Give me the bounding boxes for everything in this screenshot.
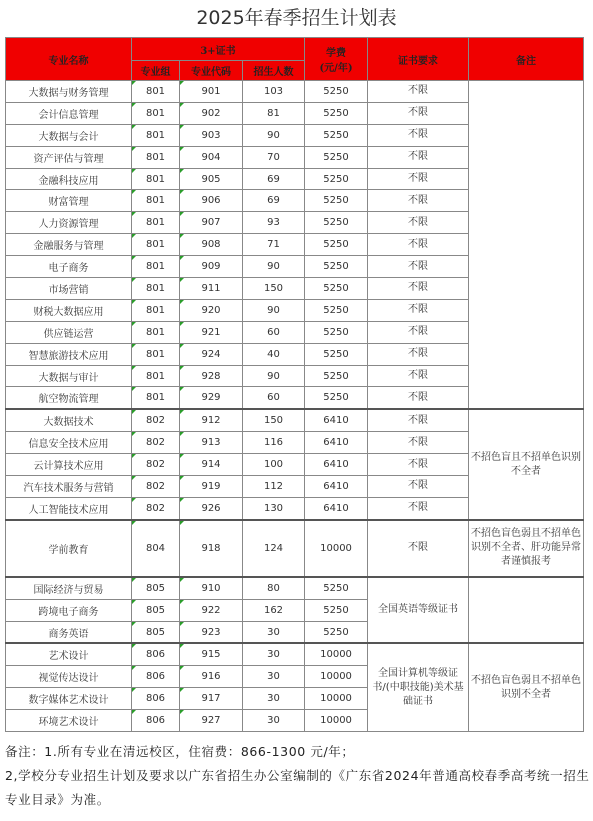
enrollment-cell: 30 bbox=[243, 621, 305, 643]
major-code-cell: 911 bbox=[180, 278, 243, 300]
tuition-cell: 5250 bbox=[305, 299, 368, 321]
major-name-cell: 电子商务 bbox=[6, 256, 132, 278]
tuition-cell: 5250 bbox=[305, 234, 368, 256]
header-major-code: 专业代码 bbox=[180, 61, 243, 81]
cert-req-cell: 不限 bbox=[368, 168, 469, 190]
header-cert-req: 证书要求 bbox=[368, 38, 469, 81]
tuition-cell: 5250 bbox=[305, 81, 368, 103]
major-name-cell: 环境艺术设计 bbox=[6, 710, 132, 732]
footer-notes bbox=[5, 740, 590, 812]
cert-req-cell: 不限 bbox=[368, 321, 469, 343]
cert-req-cell: 全国英语等级证书 bbox=[368, 577, 469, 644]
tuition-cell: 10000 bbox=[305, 688, 368, 710]
major-name-cell: 金融科技应用 bbox=[6, 168, 132, 190]
enrollment-cell: 90 bbox=[243, 256, 305, 278]
header-enrollment: 招生人数 bbox=[243, 61, 305, 81]
footer-line-1: 备注：1.所有专业在清远校区，住宿费：866-1300 元/年； bbox=[5, 744, 355, 759]
major-code-cell: 912 bbox=[180, 409, 243, 431]
enrollment-cell: 112 bbox=[243, 476, 305, 498]
major-group-cell: 801 bbox=[132, 234, 180, 256]
enrollment-cell: 40 bbox=[243, 343, 305, 365]
enrollment-cell: 90 bbox=[243, 124, 305, 146]
header-major-name: 专业名称 bbox=[6, 38, 132, 81]
enrollment-cell: 30 bbox=[243, 688, 305, 710]
major-name-cell: 财税大数据应用 bbox=[6, 299, 132, 321]
major-code-cell: 902 bbox=[180, 102, 243, 124]
footer-line-2: 2,学校分专业招生计划及要求以广东省招生办公室编制的《广东省2024年普通高校春季高考统一招生专业目录》为准。 bbox=[5, 768, 590, 807]
major-code-cell: 926 bbox=[180, 497, 243, 519]
major-group-cell: 802 bbox=[132, 497, 180, 519]
enrollment-cell: 69 bbox=[243, 168, 305, 190]
major-name-cell: 市场营销 bbox=[6, 278, 132, 300]
major-name-cell: 供应链运营 bbox=[6, 321, 132, 343]
tuition-cell: 5250 bbox=[305, 124, 368, 146]
major-group-cell: 802 bbox=[132, 454, 180, 476]
major-name-cell: 会计信息管理 bbox=[6, 102, 132, 124]
cert-req-cell: 不限 bbox=[368, 234, 469, 256]
major-code-cell: 910 bbox=[180, 577, 243, 599]
remarks-cell: 不招色盲色弱且不招单色识别不全者、肝功能异常者谨慎报考 bbox=[469, 520, 584, 577]
major-name-cell: 航空物流管理 bbox=[6, 387, 132, 409]
major-name-cell: 跨境电子商务 bbox=[6, 599, 132, 621]
enrollment-cell: 30 bbox=[243, 643, 305, 665]
cert-req-cell: 不限 bbox=[368, 278, 469, 300]
major-group-cell: 802 bbox=[132, 409, 180, 431]
major-group-cell: 801 bbox=[132, 190, 180, 212]
major-code-cell: 918 bbox=[180, 520, 243, 577]
table-row bbox=[6, 577, 584, 599]
tuition-cell: 6410 bbox=[305, 432, 368, 454]
header-tuition-unit: (元/年) bbox=[319, 63, 353, 74]
tuition-cell: 5250 bbox=[305, 212, 368, 234]
remarks-cell bbox=[469, 577, 584, 644]
cert-req-cell: 不限 bbox=[368, 212, 469, 234]
major-group-cell: 801 bbox=[132, 278, 180, 300]
major-group-cell: 801 bbox=[132, 212, 180, 234]
major-name-cell: 人力资源管理 bbox=[6, 212, 132, 234]
tuition-cell: 5250 bbox=[305, 168, 368, 190]
major-code-cell: 904 bbox=[180, 146, 243, 168]
table-row bbox=[6, 643, 584, 665]
enrollment-cell: 69 bbox=[243, 190, 305, 212]
enrollment-plan-table bbox=[5, 37, 584, 732]
tuition-cell: 5250 bbox=[305, 190, 368, 212]
tuition-cell: 5250 bbox=[305, 102, 368, 124]
table-row bbox=[6, 81, 584, 103]
major-name-cell: 智慧旅游技术应用 bbox=[6, 343, 132, 365]
major-group-cell: 801 bbox=[132, 146, 180, 168]
major-group-cell: 801 bbox=[132, 168, 180, 190]
major-group-cell: 801 bbox=[132, 124, 180, 146]
major-group-cell: 806 bbox=[132, 643, 180, 665]
major-code-cell: 916 bbox=[180, 666, 243, 688]
major-group-cell: 806 bbox=[132, 666, 180, 688]
major-group-cell: 801 bbox=[132, 299, 180, 321]
enrollment-cell: 90 bbox=[243, 365, 305, 387]
enrollment-cell: 30 bbox=[243, 710, 305, 732]
major-name-cell: 大数据与审计 bbox=[6, 365, 132, 387]
major-group-cell: 801 bbox=[132, 256, 180, 278]
page-title: 2025年春季招生计划表 bbox=[196, 7, 397, 29]
major-name-cell: 汽车技术服务与营销 bbox=[6, 476, 132, 498]
major-code-cell: 913 bbox=[180, 432, 243, 454]
major-code-cell: 927 bbox=[180, 710, 243, 732]
enrollment-cell: 124 bbox=[243, 520, 305, 577]
major-name-cell: 大数据与会计 bbox=[6, 124, 132, 146]
major-group-cell: 801 bbox=[132, 387, 180, 409]
major-name-cell: 信息安全技术应用 bbox=[6, 432, 132, 454]
table-body bbox=[6, 81, 584, 732]
cert-req-cell: 不限 bbox=[368, 102, 469, 124]
major-code-cell: 907 bbox=[180, 212, 243, 234]
cert-req-cell: 不限 bbox=[368, 299, 469, 321]
enrollment-cell: 81 bbox=[243, 102, 305, 124]
tuition-cell: 10000 bbox=[305, 643, 368, 665]
header-tuition bbox=[305, 38, 368, 81]
enrollment-cell: 116 bbox=[243, 432, 305, 454]
enrollment-cell: 70 bbox=[243, 146, 305, 168]
major-name-cell: 国际经济与贸易 bbox=[6, 577, 132, 599]
table-row bbox=[6, 520, 584, 577]
cert-req-cell: 不限 bbox=[368, 365, 469, 387]
major-group-cell: 804 bbox=[132, 520, 180, 577]
major-name-cell: 云计算技术应用 bbox=[6, 454, 132, 476]
tuition-cell: 6410 bbox=[305, 497, 368, 519]
major-code-cell: 903 bbox=[180, 124, 243, 146]
major-group-cell: 801 bbox=[132, 81, 180, 103]
major-name-cell: 视觉传达设计 bbox=[6, 666, 132, 688]
major-code-cell: 905 bbox=[180, 168, 243, 190]
enrollment-cell: 93 bbox=[243, 212, 305, 234]
enrollment-cell: 130 bbox=[243, 497, 305, 519]
enrollment-cell: 150 bbox=[243, 278, 305, 300]
major-name-cell: 艺术设计 bbox=[6, 643, 132, 665]
major-code-cell: 928 bbox=[180, 365, 243, 387]
tuition-cell: 5250 bbox=[305, 599, 368, 621]
major-code-cell: 924 bbox=[180, 343, 243, 365]
tuition-cell: 6410 bbox=[305, 454, 368, 476]
major-code-cell: 929 bbox=[180, 387, 243, 409]
tuition-cell: 6410 bbox=[305, 476, 368, 498]
major-code-cell: 915 bbox=[180, 643, 243, 665]
tuition-cell: 5250 bbox=[305, 256, 368, 278]
cert-req-cell: 不限 bbox=[368, 409, 469, 431]
major-name-cell: 大数据技术 bbox=[6, 409, 132, 431]
cert-req-cell: 不限 bbox=[368, 343, 469, 365]
tuition-cell: 10000 bbox=[305, 520, 368, 577]
enrollment-cell: 100 bbox=[243, 454, 305, 476]
major-group-cell: 802 bbox=[132, 432, 180, 454]
major-name-cell: 商务英语 bbox=[6, 621, 132, 643]
enrollment-cell: 80 bbox=[243, 577, 305, 599]
cert-req-cell: 不限 bbox=[368, 476, 469, 498]
cert-req-cell: 不限 bbox=[368, 146, 469, 168]
tuition-cell: 5250 bbox=[305, 621, 368, 643]
major-group-cell: 801 bbox=[132, 343, 180, 365]
enrollment-cell: 150 bbox=[243, 409, 305, 431]
major-code-cell: 908 bbox=[180, 234, 243, 256]
major-group-cell: 802 bbox=[132, 476, 180, 498]
tuition-cell: 10000 bbox=[305, 666, 368, 688]
tuition-cell: 5250 bbox=[305, 146, 368, 168]
major-group-cell: 805 bbox=[132, 621, 180, 643]
major-group-cell: 806 bbox=[132, 710, 180, 732]
header-tuition-label: 学费 bbox=[326, 48, 347, 59]
major-name-cell: 大数据与财务管理 bbox=[6, 81, 132, 103]
cert-req-cell: 不限 bbox=[368, 520, 469, 577]
major-code-cell: 909 bbox=[180, 256, 243, 278]
cert-req-cell: 不限 bbox=[368, 190, 469, 212]
major-group-cell: 801 bbox=[132, 102, 180, 124]
table-row bbox=[6, 409, 584, 431]
major-code-cell: 901 bbox=[180, 81, 243, 103]
enrollment-cell: 60 bbox=[243, 387, 305, 409]
major-code-cell: 906 bbox=[180, 190, 243, 212]
tuition-cell: 5250 bbox=[305, 278, 368, 300]
tuition-cell: 5250 bbox=[305, 343, 368, 365]
major-group-cell: 805 bbox=[132, 577, 180, 599]
tuition-cell: 5250 bbox=[305, 387, 368, 409]
cert-req-cell: 全国计算机等级证书/(中职技能)美术基础证书 bbox=[368, 643, 469, 731]
major-code-cell: 921 bbox=[180, 321, 243, 343]
tuition-cell: 6410 bbox=[305, 409, 368, 431]
cert-req-cell: 不限 bbox=[368, 497, 469, 519]
major-code-cell: 917 bbox=[180, 688, 243, 710]
remarks-cell bbox=[469, 81, 584, 410]
major-code-cell: 914 bbox=[180, 454, 243, 476]
tuition-cell: 10000 bbox=[305, 710, 368, 732]
header-three-plus-cert: 3+证书 bbox=[132, 38, 305, 61]
major-code-cell: 922 bbox=[180, 599, 243, 621]
remarks-cell: 不招色盲且不招单色识别不全者 bbox=[469, 409, 584, 519]
tuition-cell: 5250 bbox=[305, 577, 368, 599]
major-group-cell: 801 bbox=[132, 365, 180, 387]
enrollment-cell: 71 bbox=[243, 234, 305, 256]
enrollment-cell: 162 bbox=[243, 599, 305, 621]
cert-req-cell: 不限 bbox=[368, 432, 469, 454]
cert-req-cell: 不限 bbox=[368, 81, 469, 103]
enrollment-cell: 60 bbox=[243, 321, 305, 343]
major-name-cell: 人工智能技术应用 bbox=[6, 497, 132, 519]
major-code-cell: 923 bbox=[180, 621, 243, 643]
header-major-group: 专业组 bbox=[132, 61, 180, 81]
cert-req-cell: 不限 bbox=[368, 454, 469, 476]
major-name-cell: 财富管理 bbox=[6, 190, 132, 212]
cert-req-cell: 不限 bbox=[368, 256, 469, 278]
tuition-cell: 5250 bbox=[305, 365, 368, 387]
tuition-cell: 5250 bbox=[305, 321, 368, 343]
major-group-cell: 806 bbox=[132, 688, 180, 710]
major-name-cell: 数字媒体艺术设计 bbox=[6, 688, 132, 710]
major-name-cell: 资产评估与管理 bbox=[6, 146, 132, 168]
enrollment-cell: 103 bbox=[243, 81, 305, 103]
major-code-cell: 919 bbox=[180, 476, 243, 498]
major-group-cell: 805 bbox=[132, 599, 180, 621]
major-name-cell: 金融服务与管理 bbox=[6, 234, 132, 256]
major-name-cell: 学前教育 bbox=[6, 520, 132, 577]
cert-req-cell: 不限 bbox=[368, 387, 469, 409]
major-group-cell: 801 bbox=[132, 321, 180, 343]
cert-req-cell: 不限 bbox=[368, 124, 469, 146]
enrollment-cell: 30 bbox=[243, 666, 305, 688]
enrollment-cell: 90 bbox=[243, 299, 305, 321]
remarks-cell: 不招色盲色弱且不招单色识别不全者 bbox=[469, 643, 584, 731]
header-remarks: 备注 bbox=[469, 38, 584, 81]
major-code-cell: 920 bbox=[180, 299, 243, 321]
